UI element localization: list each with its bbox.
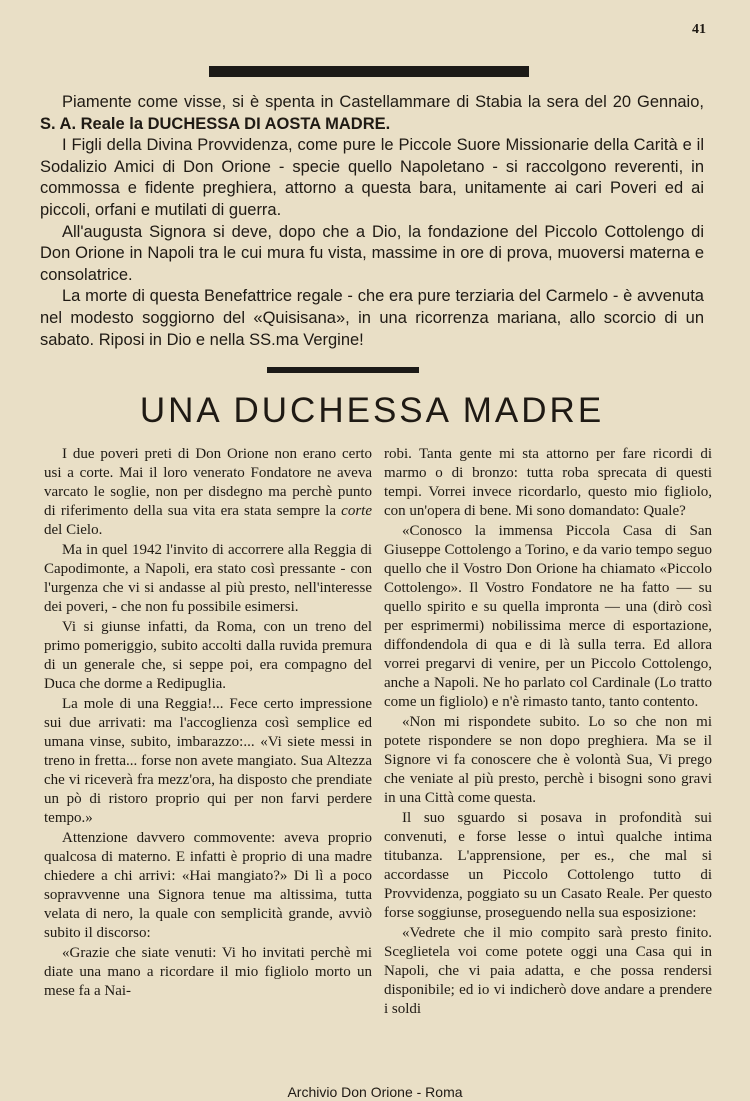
left-paragraph-3: Vi si giunse infatti, da Roma, con un treno del primo pomeriggio, subito accolti dalla ruvida premura di un generale che, si seppe poi, era compagno del Duca che dorme a Redipuglia.	[44, 619, 372, 692]
middle-divider	[267, 367, 419, 373]
intro-notice	[40, 92, 704, 351]
left-p1-text-b: del Cielo.	[44, 522, 103, 538]
intro-paragraph-4: La morte di questa Benefattrice regale - che era pure terziaria del Carmelo - è avvenuta nel modesto soggiorno del «Quisisana», in una ricorrenza mariana, allo scorcio di un sabato. Riposi in Dio e nella SS.ma Vergine!	[40, 287, 704, 349]
left-paragraph-6: «Grazie che siate venuti: Vi ho invitati perchè mi diate una mano a ricordare il mio figliolo morto un mese fa a Nai-	[44, 945, 372, 999]
left-p1-text-a: I due poveri preti di Don Orione non erano certo usi a corte. Mai il loro venerato Fondatore ne aveva varcato le soglie, non per disdegno ma perchè punto di riferimento della sua vita era stata sempre la	[44, 446, 372, 519]
intro-paragraph-3: All'augusta Signora si deve, dopo che a Dio, la fondazione del Piccolo Cottolengo di Don Orione in Napoli tra le cui mura fu vista, massime in ore di prova, muoversi materna e consolatrice.	[40, 222, 704, 284]
article-title: UNA DUCHESSA MADRE	[139, 391, 605, 430]
right-column	[384, 445, 712, 1020]
intro-paragraph-1	[40, 92, 704, 135]
right-paragraph-3: «Non mi rispondete subito. Lo so che non mi potete rispondere se non dopo preghiera. Ma se il Signore vi fa conoscere che è volontà Sua, Vi prego che veniate al più presto, perchè i bisogni sono gravi in una Città come questa.	[384, 714, 712, 806]
left-paragraph-1	[44, 445, 372, 540]
left-column	[44, 445, 372, 1002]
page-number: 41	[692, 22, 706, 37]
right-paragraph-4: Il suo sguardo si posava in profondità sui convenuti, e forse lesse o intuì qualche intima titubanza. L'apprensione, per es., che mal si accordasse un Piccolo Cottolengo tutto di Provvidenza, poggiato su un Casato Reale. Per questo forse soggiunse, proseguendo nella sua esposizione:	[384, 810, 712, 921]
right-paragraph-2: «Conosco la immensa Piccola Casa di San Giuseppe Cottolengo a Torino, e da vario tempo seguo quello che il Vostro Don Orione ha chiamato «Piccolo Cottolengo». Il Vostro Fondatore ne ha fatto — su quello spirito e su quella impronta — una (dirò così per esprimermi) nobilissima merce di esportazione, diffondendola di qua e di là sulla terra. Ed allora vorrei pregarvi di venire, per un Piccolo Cottolengo, anche a Napoli. Ne ho parlato col Cardinale (Lo tratto come un figliolo) e n'è rimasto tanto, tanto contento.	[384, 523, 712, 710]
right-paragraph-5: «Vedrete che il mio compito sarà presto finito. Sceglietela voi come potete oggi una Casa qui in Napoli, che vi paia adatta, e che possa rendersi disponibile; ed io vi indicherò dove andare a prendere i soldi	[384, 925, 712, 1017]
top-divider	[209, 66, 529, 77]
archive-footer: Archivio Don Orione - Roma	[287, 1084, 463, 1100]
intro-p1-text: Piamente come visse, si è spenta in Castellammare di Stabia la sera del 20 Gennaio,	[62, 93, 704, 111]
left-paragraph-4: La mole di una Reggia!... Fece certo impressione sui due arrivati: ma l'accoglienza così semplice ed umana vinse, subito, imbarazzo:... «Vi siete messi in treno in fretta... forse non avete mangiato. Sua Altezza che vi riceverà fra mezz'ora, ha disposto che prendiate un pò di ristoro proprio qui per non farvi perdere tempo.»	[44, 696, 372, 826]
right-paragraph-1: robi. Tanta gente mi sta attorno per fare ricordi di marmo o di bronzo: tutta roba sprecata di questi tempi. Vorrei invece ricordarlo, questo mio figliolo, con un'opera di bene. Mi sono domandato: Quale?	[384, 446, 712, 519]
left-paragraph-5: Attenzione davvero commovente: aveva proprio qualcosa di materno. E infatti è proprio di una madre chiedere a chi arrivi: «Hai mangiato?» Di lì a poco sopravvenne una Signora tenue ma altissima, tutta velata di nero, la quale con semplicità grande, avviò subito il discorso:	[44, 830, 372, 941]
left-paragraph-2: Ma in quel 1942 l'invito di accorrere alla Reggia di Capodimonte, a Napoli, era stato così pressante - con l'urgenza che vi si andasse al più presto, nell'interesse dei poveri, - che non fu possibile esimersi.	[44, 542, 372, 615]
left-p1-emphasis: corte	[341, 503, 372, 519]
intro-p1-bold: S. A. Reale la DUCHESSA DI AOSTA MADRE.	[40, 114, 391, 133]
intro-paragraph-2: I Figli della Divina Provvidenza, come pure le Piccole Suore Missionarie della Carità e il Sodalizio Amici di Don Orione - specie quello Napoletano - si raccolgono reverenti, in commossa e fidente preghiera, attorno a questa bara, unitamente ai cari Poveri ed ai piccoli, orfani e mutilati di guerra.	[40, 136, 704, 219]
